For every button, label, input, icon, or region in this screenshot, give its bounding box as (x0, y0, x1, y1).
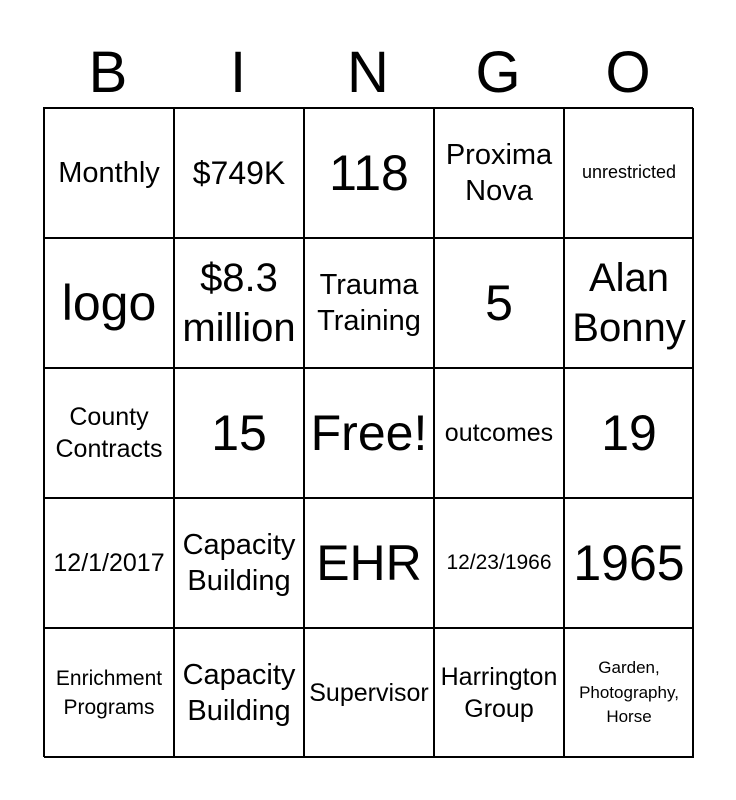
cell-text: 12/23/1966 (446, 551, 552, 575)
header-letter-n: N (347, 40, 389, 105)
bingo-board (43, 107, 693, 757)
cell-text: Capacity Building (182, 658, 296, 727)
bingo-cell[interactable] (44, 108, 174, 238)
cell-text: $749K (192, 154, 286, 191)
bingo-cell[interactable] (44, 368, 174, 498)
cell-text: County Contracts (55, 402, 163, 463)
bingo-cell[interactable] (304, 498, 434, 628)
cell-text: logo (61, 275, 157, 331)
bingo-cell[interactable] (434, 368, 564, 498)
cell-text: Alan Bonny (572, 256, 686, 350)
cell-text: $8.3 million (182, 256, 296, 350)
cell-text: unrestricted (581, 162, 677, 183)
cell-text: Supervisor (309, 678, 429, 707)
bingo-cell[interactable] (304, 628, 434, 758)
cell-text: 1965 (573, 535, 685, 591)
bingo-cell[interactable] (564, 628, 694, 758)
cell-text: Proxima Nova (445, 138, 553, 207)
free-space-cell[interactable] (304, 368, 434, 498)
cell-text: Trauma Training (317, 268, 421, 337)
bingo-cell[interactable] (44, 628, 174, 758)
bingo-cell[interactable] (434, 238, 564, 368)
header-letter-i: I (229, 40, 247, 105)
bingo-cell[interactable] (304, 108, 434, 238)
bingo-cell[interactable] (44, 498, 174, 628)
bingo-cell[interactable] (564, 498, 694, 628)
cell-text: 12/1/2017 (53, 548, 165, 577)
bingo-cell[interactable] (44, 238, 174, 368)
cell-text: Monthly (58, 156, 160, 189)
free-space-text: Free! (310, 405, 428, 461)
bingo-cell[interactable] (434, 628, 564, 758)
bingo-cell[interactable] (174, 498, 304, 628)
cell-text: EHR (316, 535, 422, 591)
header-letter-g: G (475, 40, 521, 105)
bingo-cell[interactable] (304, 238, 434, 368)
bingo-cell[interactable] (174, 628, 304, 758)
bingo-header (43, 40, 693, 106)
bingo-cell[interactable] (564, 368, 694, 498)
bingo-cell[interactable] (564, 238, 694, 368)
bingo-cell[interactable] (434, 498, 564, 628)
cell-text: Garden, Photography, Horse (579, 658, 679, 727)
cell-text: Capacity Building (182, 528, 296, 597)
cell-text: outcomes (444, 418, 554, 447)
cell-text: 19 (601, 405, 657, 461)
cell-text: Harrington Group (440, 662, 558, 723)
cell-text: 15 (211, 405, 267, 461)
header-letter-b: B (88, 40, 128, 105)
bingo-cell[interactable] (174, 108, 304, 238)
bingo-cell[interactable] (434, 108, 564, 238)
bingo-cell[interactable] (564, 108, 694, 238)
bingo-cell[interactable] (174, 238, 304, 368)
cell-text: Enrichment Programs (55, 666, 163, 719)
cell-text: 5 (485, 275, 513, 331)
bingo-cell[interactable] (174, 368, 304, 498)
cell-text: 118 (329, 145, 409, 201)
header-letter-o: O (605, 40, 651, 105)
